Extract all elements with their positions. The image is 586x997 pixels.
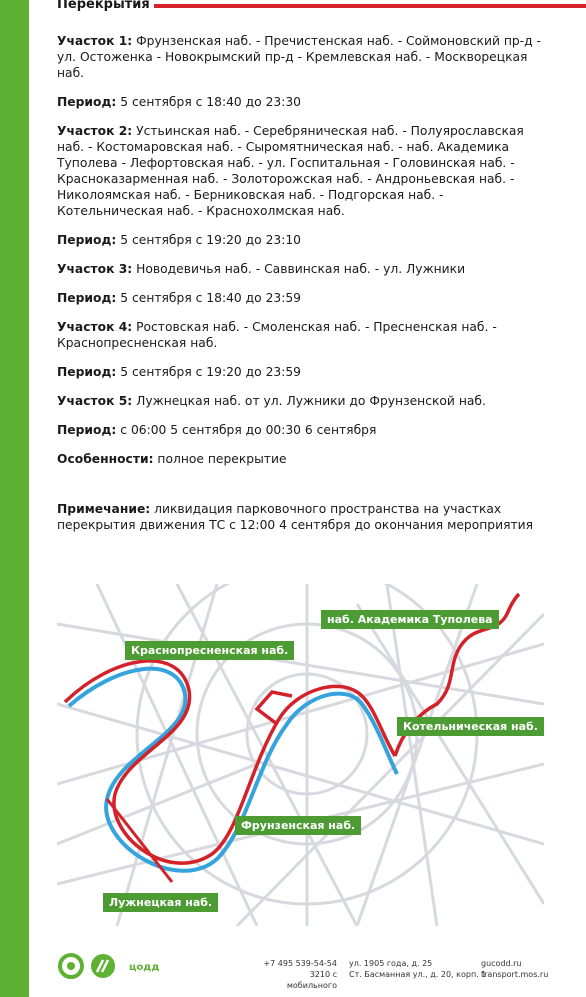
closures-text	[57, 33, 547, 546]
para-text: 5 сентября с 18:40 до 23:59	[116, 291, 302, 305]
header-red-line	[154, 4, 586, 8]
logo-text: цодд	[129, 962, 160, 973]
section-paragraph	[57, 123, 547, 219]
features-paragraph	[57, 451, 547, 467]
closure-map	[57, 584, 544, 926]
para-label: Особенности:	[57, 452, 154, 466]
para-text: с 06:00 5 сентября до 00:30 6 сентября	[116, 423, 377, 437]
para-text: Фрунзенская наб. - Пречистенская наб. - Соймоновский пр-д - ул. Остоженка - Новокрымский пр-д - Кремлевская наб. - Москворецкая наб.	[57, 34, 541, 80]
note-label: Примечание:	[57, 502, 151, 516]
note-text: ликвидация парковочного пространства на участках перекрытия движения ТС с 12:00 4 сентября до окончания мероприятия	[57, 502, 534, 532]
codd-logo-icon	[57, 950, 127, 984]
para-label: Период:	[57, 291, 117, 305]
para-text: Новодевичья наб. - Саввинская наб. - ул. Лужники	[132, 262, 466, 276]
footer	[57, 948, 547, 988]
para-text: Устьинская наб. - Серебряническая наб. - Полуярославская наб. - Костомаровская наб. - Сыромятническая наб. - наб. Академика Туполева - Лефортовская наб. - ул. Госпитальная - Головинская наб. - Красноказарменная наб. - Золоторожская наб. - Андроньевская наб. - Николоямская наб. - Берниковская наб. - Подгорская наб. - Котельническая наб. - Краснохолмская наб.	[57, 124, 524, 218]
section-paragraph	[57, 261, 547, 277]
map-label-tupoleva: наб. Академика Туполева	[321, 610, 499, 629]
address-1: ул. 1905 года, д. 25	[349, 959, 433, 968]
section-title: Перекрытия	[57, 0, 150, 12]
para-text: Ростовская наб. - Смоленская наб. - Пресненская наб. - Краснопресненская наб.	[57, 320, 497, 350]
period-paragraph	[57, 422, 547, 438]
mobile-number: 3210 с мобильного	[286, 970, 337, 990]
note-paragraph	[57, 501, 547, 533]
para-label: Период:	[57, 423, 117, 437]
footer-addresses	[349, 958, 486, 980]
site-link-1[interactable]: gucodd.ru	[481, 959, 522, 968]
site-link-2[interactable]: transport.mos.ru	[481, 970, 549, 979]
para-label: Участок 2:	[57, 124, 133, 138]
phone: +7 495 539-54-54	[263, 959, 337, 968]
para-text: 5 сентября с 19:20 до 23:10	[116, 233, 302, 247]
map-label-krasnopresnenskaya: Краснопресненская наб.	[125, 641, 294, 660]
map-label-frunzenskaya: Фрунзенская наб.	[235, 816, 361, 835]
map-label-kotelnicheskaya: Котельническая наб.	[397, 717, 544, 736]
footer-sites	[481, 958, 548, 980]
para-label: Участок 5:	[57, 394, 133, 408]
para-label: Участок 4:	[57, 320, 133, 334]
para-label: Период:	[57, 365, 117, 379]
para-label: Участок 1:	[57, 34, 133, 48]
period-paragraph	[57, 364, 547, 380]
map-label-luzhnetskaya: Лужнецкая наб.	[103, 893, 218, 912]
para-label: Участок 3:	[57, 262, 133, 276]
para-text: Лужнецкая наб. от ул. Лужники до Фрунзенской наб.	[132, 394, 486, 408]
section-paragraph	[57, 319, 547, 351]
section-paragraph	[57, 393, 547, 409]
para-text: 5 сентября с 19:20 до 23:59	[116, 365, 302, 379]
period-paragraph	[57, 290, 547, 306]
para-text: 5 сентября с 18:40 до 23:30	[116, 95, 302, 109]
section-paragraph	[57, 33, 547, 81]
map-graphic	[57, 584, 544, 926]
left-accent-bar	[0, 0, 29, 997]
footer-phones	[262, 958, 337, 991]
period-paragraph	[57, 232, 547, 248]
para-label: Период:	[57, 233, 117, 247]
section-header	[57, 0, 547, 17]
para-label: Период:	[57, 95, 117, 109]
address-2: Ст. Басманная ул., д. 20, корп. 1	[349, 970, 487, 979]
period-paragraph	[57, 94, 547, 110]
para-text: полное перекрытие	[153, 452, 287, 466]
